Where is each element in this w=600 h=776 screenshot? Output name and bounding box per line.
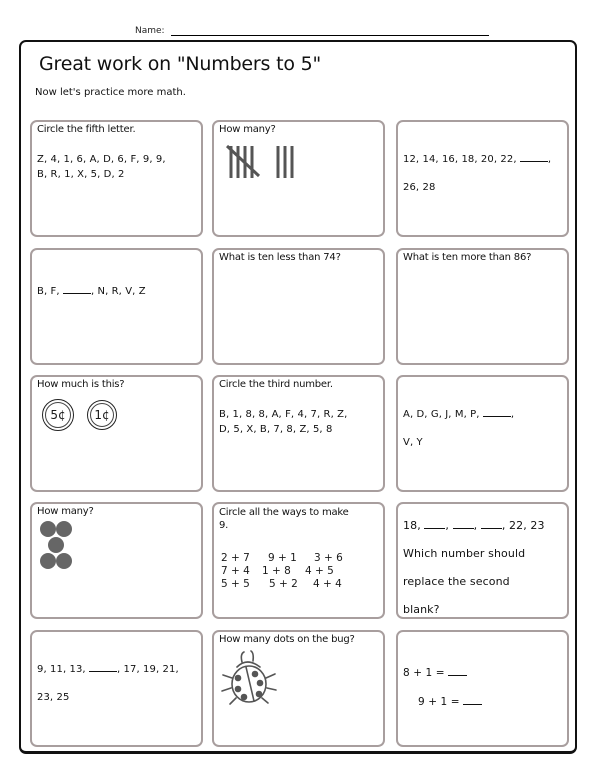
sum-option[interactable]: 4 + 5 bbox=[305, 565, 334, 577]
sequence-end: , 22, 23 bbox=[501, 519, 545, 532]
dot bbox=[40, 553, 56, 569]
name-input-line[interactable] bbox=[171, 27, 489, 36]
equation-1 bbox=[403, 666, 467, 681]
sequence-comma: , bbox=[547, 154, 552, 165]
question-line: replace the second bbox=[403, 575, 510, 588]
sum-option[interactable]: 3 + 6 bbox=[314, 552, 343, 564]
answer-blank[interactable] bbox=[520, 152, 548, 162]
card-addition bbox=[396, 630, 569, 747]
sum-grid bbox=[221, 552, 343, 591]
name-label: Name: bbox=[135, 26, 165, 36]
sequence-end: 26, 28 bbox=[403, 182, 436, 193]
card-third-number bbox=[212, 375, 385, 492]
sequence-middle: , 17, 19, 21, bbox=[117, 664, 179, 675]
coin-value: 5¢ bbox=[50, 408, 66, 422]
answer-blank[interactable] bbox=[463, 695, 482, 705]
card-count-by-twos-odd bbox=[30, 630, 203, 747]
sum-option[interactable]: 2 + 7 bbox=[221, 552, 250, 564]
ladybug-dot bbox=[256, 691, 263, 698]
answer-blank[interactable] bbox=[483, 407, 511, 417]
card-letter-sequence bbox=[396, 375, 569, 492]
character-list bbox=[219, 407, 347, 437]
sum-option[interactable]: 4 + 4 bbox=[313, 578, 342, 590]
card-coins bbox=[30, 375, 203, 492]
pattern-end: , N, R, V, Z bbox=[90, 286, 146, 297]
page-subtitle: Now let's practice more math. bbox=[35, 87, 186, 98]
question: Circle the fifth letter. bbox=[37, 124, 136, 135]
sum-option[interactable]: 7 + 4 bbox=[221, 565, 250, 577]
sequence-start: 9, 11, 13, bbox=[37, 664, 86, 675]
sum-option[interactable]: 1 + 8 bbox=[262, 565, 291, 577]
question: How many dots on the bug? bbox=[219, 634, 355, 645]
card-count-by-twos bbox=[396, 120, 569, 237]
card-ten-more bbox=[396, 248, 569, 365]
letter-list-line: Z, 4, 1, 6, A, D, 6, F, 9, 9, bbox=[37, 154, 166, 165]
dots-icon bbox=[39, 520, 79, 574]
dot bbox=[56, 553, 72, 569]
question-line: Which number should bbox=[403, 547, 526, 560]
sum-option[interactable]: 5 + 2 bbox=[269, 578, 298, 590]
equation-text: 8 + 1 = bbox=[403, 667, 445, 679]
dot bbox=[48, 537, 64, 553]
answer-blank-1[interactable] bbox=[424, 519, 445, 529]
question: How many? bbox=[37, 506, 94, 517]
card-fifth-letter bbox=[30, 120, 203, 237]
question: Circle the third number. bbox=[219, 379, 333, 390]
letter-list-line: B, R, 1, X, 5, D, 2 bbox=[37, 169, 125, 180]
ladybug-icon bbox=[220, 648, 280, 708]
card-missing-numbers bbox=[396, 502, 569, 619]
nickel-coin-icon bbox=[42, 399, 74, 431]
question-line: 9. bbox=[219, 520, 229, 531]
ladybug-dot bbox=[257, 680, 264, 687]
name-field[interactable] bbox=[135, 26, 489, 36]
letter-pattern bbox=[37, 284, 146, 299]
ladybug-dot bbox=[252, 671, 259, 678]
answer-blank-3[interactable] bbox=[481, 519, 502, 529]
ladybug-dot bbox=[241, 694, 248, 701]
dot bbox=[56, 521, 72, 537]
ladybug-dot bbox=[235, 686, 242, 693]
answer-blank[interactable] bbox=[89, 662, 117, 672]
sequence-start: 12, 14, 16, 18, 20, 22, bbox=[403, 154, 517, 165]
answer-blank[interactable] bbox=[63, 284, 91, 294]
question bbox=[219, 506, 349, 532]
missing-numbers: 18, , , , 22, 23 Which number should replace the second blank? bbox=[403, 512, 545, 624]
letter-sequence bbox=[403, 401, 514, 457]
character-list-line: D, 5, X, B, 7, 8, Z, 5, 8 bbox=[219, 424, 333, 435]
number-sequence bbox=[37, 656, 179, 712]
dot bbox=[40, 521, 56, 537]
ladybug-dot bbox=[235, 675, 242, 682]
page-title: Great work on "Numbers to 5" bbox=[39, 53, 322, 75]
sum-option[interactable]: 5 + 5 bbox=[221, 578, 250, 590]
card-letter-pattern bbox=[30, 248, 203, 365]
question-line: Circle all the ways to make bbox=[219, 507, 349, 518]
penny-coin-icon bbox=[87, 400, 117, 430]
question-line: blank? bbox=[403, 603, 440, 616]
sequence-start: 18, bbox=[403, 519, 421, 532]
answer-blank[interactable] bbox=[448, 666, 467, 676]
card-ten-less bbox=[212, 248, 385, 365]
question: How much is this? bbox=[37, 379, 125, 390]
sum-option[interactable]: 9 + 1 bbox=[268, 552, 297, 564]
sequence-end: 23, 25 bbox=[37, 692, 70, 703]
tally-marks-icon bbox=[226, 140, 306, 184]
letter-list bbox=[37, 152, 166, 182]
card-dots bbox=[30, 502, 203, 619]
card-ways-to-make-9 bbox=[212, 502, 385, 619]
character-list-line: B, 1, 8, 8, A, F, 4, 7, R, Z, bbox=[219, 409, 348, 420]
card-ladybug bbox=[212, 630, 385, 747]
number-sequence bbox=[403, 146, 551, 202]
equation-2 bbox=[418, 695, 482, 710]
sequence-start: A, D, G, J, M, P, bbox=[403, 409, 480, 420]
pattern-start: B, F, bbox=[37, 286, 60, 297]
sequence-end: V, Y bbox=[403, 437, 423, 448]
equation-text: 9 + 1 = bbox=[418, 696, 460, 708]
answer-blank-2[interactable] bbox=[453, 519, 474, 529]
sequence-comma: , bbox=[510, 409, 515, 420]
question: How many? bbox=[219, 124, 276, 135]
card-tally bbox=[212, 120, 385, 237]
question: What is ten less than 74? bbox=[219, 252, 341, 263]
coin-value: 1¢ bbox=[94, 408, 110, 422]
question: What is ten more than 86? bbox=[403, 252, 532, 263]
